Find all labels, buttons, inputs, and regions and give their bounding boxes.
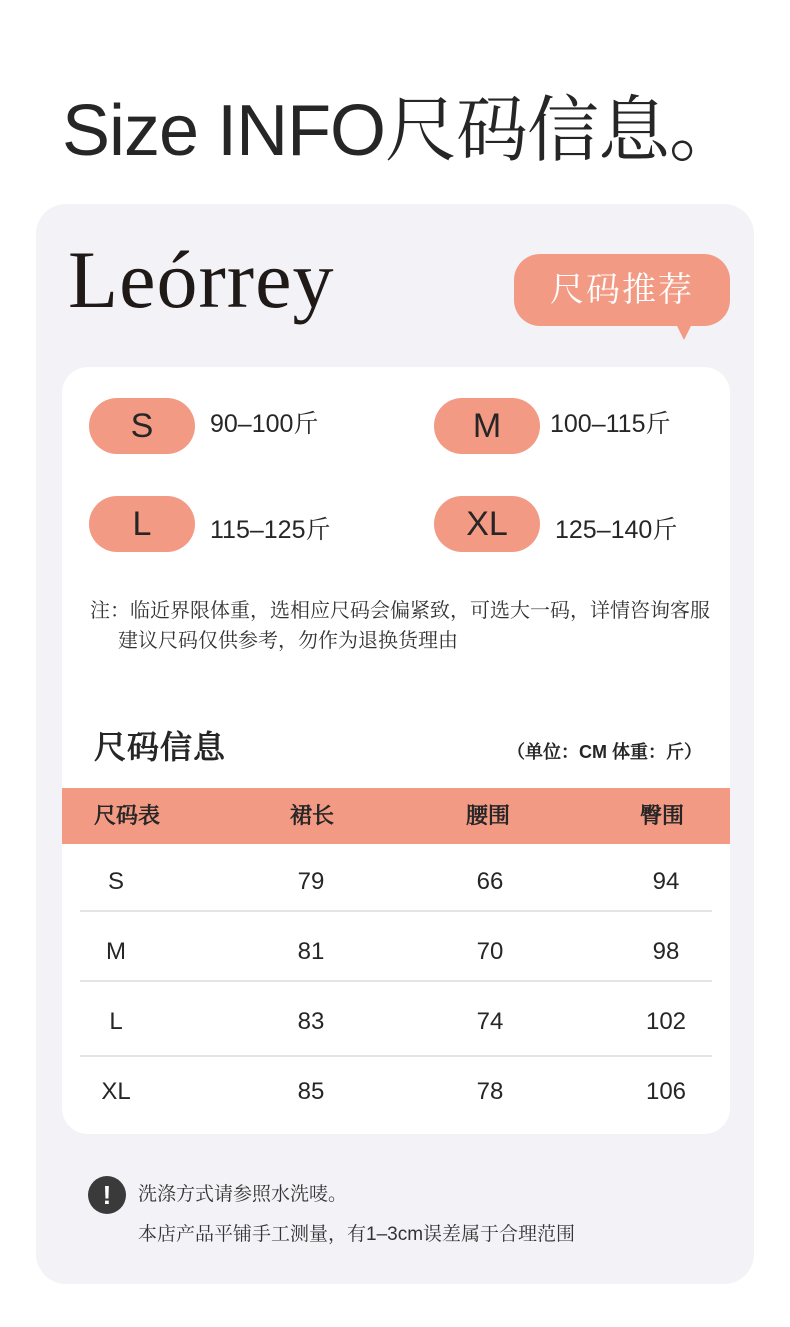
row-divider — [80, 910, 712, 912]
size-range-s: 90–100斤 — [210, 410, 319, 438]
cell-waist: 78 — [476, 1078, 504, 1105]
bubble-tail — [674, 320, 694, 340]
measure-note: 本店产品平铺手工测量，有1–3cm误差属于合理范围 — [138, 1224, 576, 1245]
size-range-xl: 125–140斤 — [555, 516, 678, 544]
cell-hip: 94 — [652, 868, 680, 895]
size-range-l: 115–125斤 — [210, 516, 331, 544]
size-note — [90, 596, 730, 656]
column-header-hip: 臀围 — [640, 803, 685, 828]
page-title: Size INFO尺码信息。 — [62, 91, 741, 171]
note-line-2: 建议尺码仅供参考，勿作为退换货理由 — [118, 630, 458, 652]
table-row — [80, 1057, 712, 1127]
table-row — [80, 917, 712, 987]
size-pill-m: M — [434, 398, 540, 454]
exclamation-icon: ! — [88, 1176, 126, 1214]
table-header — [62, 788, 730, 844]
table-row — [80, 847, 712, 917]
cell-waist: 74 — [476, 1008, 504, 1035]
cell-waist: 70 — [476, 938, 504, 965]
brand-logo: Leórrey — [68, 234, 335, 325]
cell-size: M — [106, 938, 126, 965]
cell-size: L — [109, 1008, 123, 1035]
size-pill-s: S — [89, 398, 195, 454]
size-pill-xl: XL — [434, 496, 540, 552]
cell-length: 81 — [297, 938, 325, 965]
unit-note: （单位：CM 体重：斤） — [507, 742, 702, 762]
cell-size: XL — [101, 1078, 131, 1105]
row-divider — [80, 980, 712, 982]
cell-hip: 102 — [645, 1008, 687, 1035]
cell-length: 83 — [297, 1008, 325, 1035]
cell-size: S — [107, 868, 124, 895]
cell-hip: 98 — [652, 938, 680, 965]
column-header-waist: 腰围 — [466, 803, 511, 828]
size-range-m: 100–115斤 — [550, 410, 671, 438]
wash-note: 洗涤方式请参照水洗唛。 — [138, 1184, 348, 1205]
table-row — [80, 987, 712, 1057]
cell-length: 85 — [297, 1078, 325, 1105]
column-header-size: 尺码表 — [94, 803, 161, 828]
cell-waist: 66 — [476, 868, 504, 895]
recommend-bubble: 尺码推荐 — [514, 254, 730, 326]
column-header-length: 裙长 — [290, 803, 335, 828]
size-info-title: 尺码信息 — [94, 729, 227, 765]
note-line-1: 注：临近界限体重，选相应尺码会偏紧致，可选大一码，详情咨询客服 — [90, 600, 710, 622]
cell-length: 79 — [297, 868, 325, 895]
cell-hip: 106 — [645, 1078, 687, 1105]
size-pill-l: L — [89, 496, 195, 552]
